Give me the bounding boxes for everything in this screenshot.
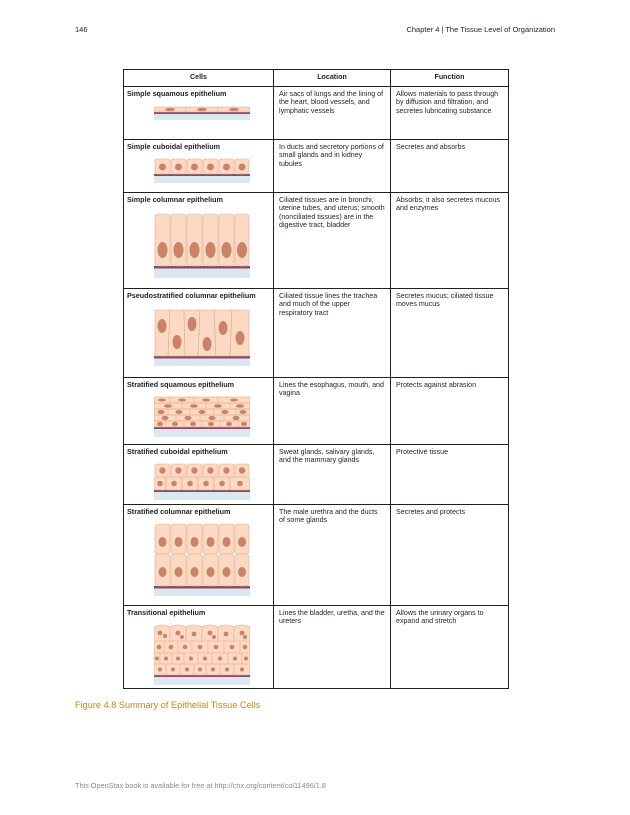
function-cell: Protects against abrasion	[391, 378, 509, 445]
cell-type-cell	[124, 378, 274, 445]
transitional-illustration	[154, 621, 250, 685]
table-row	[124, 378, 509, 445]
simple-columnar-illustration	[154, 208, 250, 278]
table-row	[124, 445, 509, 505]
simple-squamous-illustration	[154, 102, 250, 120]
column-header-location: Location	[274, 70, 391, 87]
column-header-function: Function	[391, 70, 509, 87]
simple-cuboidal-illustration	[154, 155, 250, 183]
function-cell: Allows materials to pass through by diffusion and filtration, and secretes lubricating substance	[391, 87, 509, 140]
epithelial-summary-table	[123, 69, 509, 689]
cell-type-cell	[124, 140, 274, 193]
function-cell: Absorbs; it also secretes mucous and enzymes	[391, 193, 509, 289]
table-row	[124, 193, 509, 289]
stratified-squamous-illustration	[154, 393, 250, 437]
cell-type-cell	[124, 445, 274, 505]
cell-type-name: Stratified cuboidal epithelium	[127, 447, 228, 456]
cell-type-name: Simple cuboidal epithelium	[127, 142, 221, 151]
location-cell: The male urethra and the ducts of some glands	[274, 505, 391, 606]
cell-type-name: Stratified squamous epithelium	[127, 380, 235, 389]
function-cell: Secretes and absorbs	[391, 140, 509, 193]
cell-type-name: Stratified columnar epithelium	[127, 507, 231, 516]
table-row	[124, 140, 509, 193]
function-cell: Allows the urinary organs to expand and stretch	[391, 606, 509, 689]
table-row	[124, 505, 509, 606]
table-row	[124, 606, 509, 689]
function-cell: Secretes and protects	[391, 505, 509, 606]
page-footer: This OpenStax book is available for free at http://cnx.org/content/col11496/1.8	[75, 781, 326, 790]
cell-type-name: Simple columnar epithelium	[127, 195, 223, 204]
cell-type-cell	[124, 505, 274, 606]
cell-type-cell	[124, 193, 274, 289]
figure-caption: Figure 4.8 Summary of Epithelial Tissue Cells	[75, 700, 261, 710]
pseudostratified-columnar-illustration	[154, 304, 250, 366]
table-row	[124, 289, 509, 378]
cell-type-name: Transitional epithelium	[127, 608, 206, 617]
cell-type-cell	[124, 289, 274, 378]
cell-type-name: Simple squamous epithelium	[127, 89, 227, 98]
stratified-cuboidal-illustration	[154, 460, 250, 500]
location-cell: Lines the esophagus, mouth, and vagina	[274, 378, 391, 445]
table-row	[124, 87, 509, 140]
cell-type-cell	[124, 606, 274, 689]
location-cell: Ciliated tissues are in bronchi, uterine tubes, and uterus; smooth (nonciliated tissues) are in the digestive tract, bladder	[274, 193, 391, 289]
function-cell: Protective tissue	[391, 445, 509, 505]
cell-type-cell	[124, 87, 274, 140]
page-number: 146	[75, 25, 88, 34]
location-cell: In ducts and secretory portions of small glands and in kidney tubules	[274, 140, 391, 193]
location-cell: Lines the bladder, uretha, and the ureters	[274, 606, 391, 689]
location-cell: Sweat glands, salivary glands, and the mammary glands	[274, 445, 391, 505]
table-header-row	[124, 70, 509, 87]
location-cell: Ciliated tissue lines the trachea and much of the upper respiratory tract	[274, 289, 391, 378]
location-cell: Air sacs of lungs and the lining of the heart, blood vessels, and lymphatic vessels	[274, 87, 391, 140]
function-cell: Secretes mucus; ciliated tissue moves mucus	[391, 289, 509, 378]
stratified-columnar-illustration	[154, 520, 250, 596]
cell-type-name: Pseudostratified columnar epithelium	[127, 291, 256, 300]
column-header-cells: Cells	[124, 70, 274, 87]
chapter-title: Chapter 4 | The Tissue Level of Organization	[406, 25, 555, 34]
